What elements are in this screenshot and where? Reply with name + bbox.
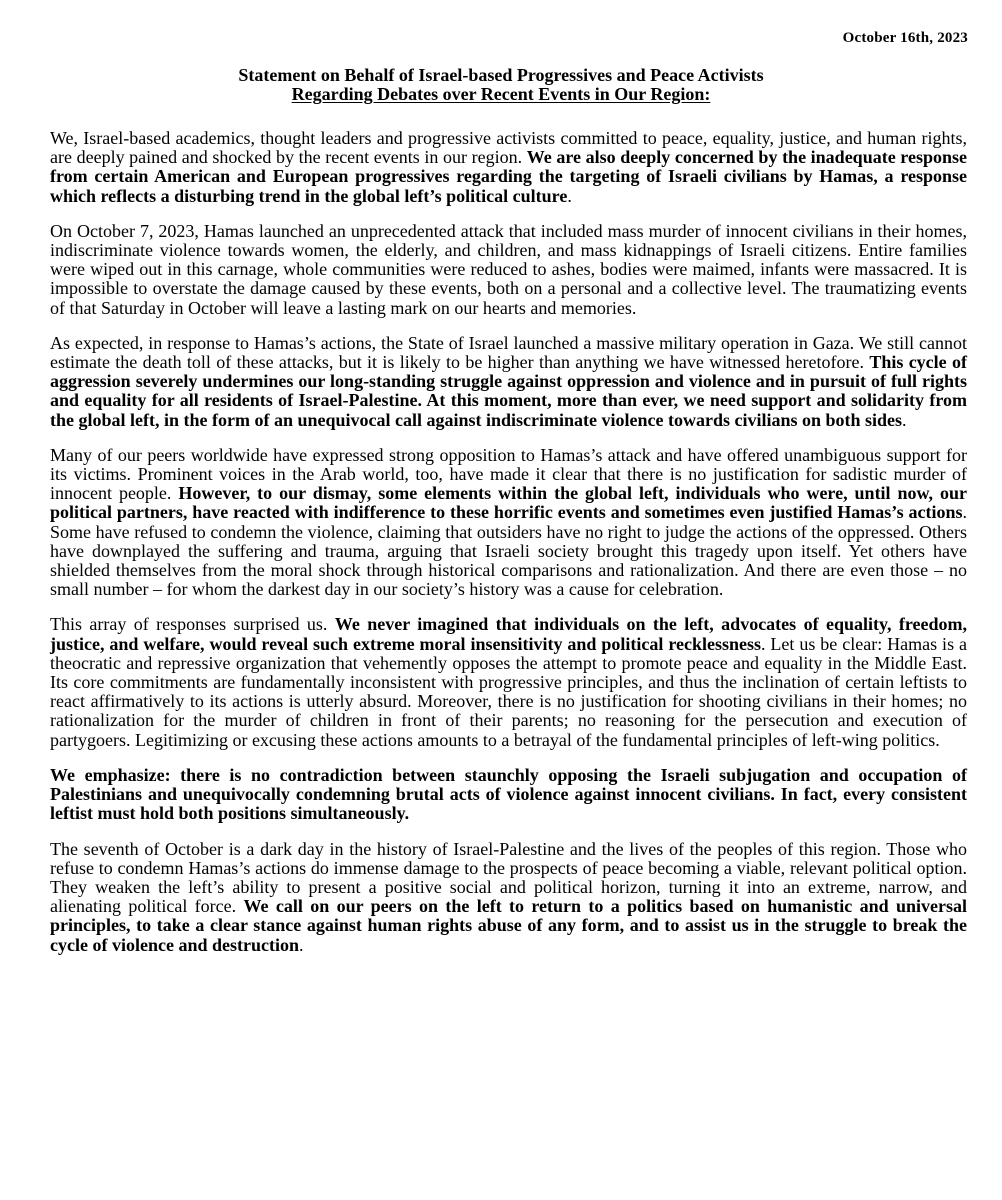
paragraph-4-segment-2: However, to our dismay, some elements within the global left, individuals who were, until now, our political partners, have reacted with indifference to these horrific events and sometimes even justified Hamas’s actions bbox=[50, 483, 967, 523]
paragraph-5-segment-3: . Let us be clear: Hamas is a theocratic and repressive organization that vehemently opposes the attempt to promote peace and equality in the Middle East. Its core commitments are fundamentally inconsistent with progressive principles, and thus the inclination of certain leftists to react affirmatively to its actions is utterly absurd. Moreover, there is no justification for shooting civilians in their homes; no rationalization for the murder of children in front of their parents; no reasoning for the persecution and execution of partygoers. Legitimizing or excusing these actions amounts to a betrayal of the fundamental principles of left-wing politics. bbox=[50, 633, 967, 750]
paragraph-3-segment-1: As expected, in response to Hamas’s actions, the State of Israel launched a massive military operation in Gaza. We still cannot estimate the death toll of these attacks, but it is likely to be higher than anything we have witnessed heretofore. bbox=[50, 332, 967, 373]
title-line-1: Statement on Behalf of Israel-based Progressives and Peace Activists bbox=[238, 65, 764, 85]
paragraph-4-segment-1: Many of our peers worldwide have expressed strong opposition to Hamas’s attack and have offered unambiguous support for its victims. Prominent voices in the Arab world, too, have made it clear that there is no justification for sadistic murder of innocent people. bbox=[50, 444, 967, 504]
paragraph-4 bbox=[50, 446, 967, 600]
paragraph-7-segment-1: The seventh of October is a dark day in the history of Israel-Palestine and the lives of the peoples of this region. Those who refuse to condemn Hamas’s actions do immense damage to the prospects of peace becoming a viable, relevant political option. They weaken the left’s ability to present a positive social and political horizon, turning it into an extreme, narrow, and alienating political force. bbox=[50, 838, 967, 917]
paragraph-1-segment-2: We are also deeply concerned by the inadequate response from certain American and European progressives regarding the targeting of Israeli civilians by Hamas, a response which reflects a disturbing trend in the global left’s political culture bbox=[50, 147, 967, 206]
paragraph-1 bbox=[50, 129, 967, 206]
document-date: October 16th, 2023 bbox=[842, 30, 968, 46]
paragraph-7-segment-2: We call on our peers on the left to return to a politics based on humanistic and universal principles, to take a clear stance against human rights abuse of any form, and to assist us in the struggle to break the cycle of violence and destruction bbox=[50, 896, 968, 955]
paragraph-1-segment-3: . bbox=[567, 185, 572, 206]
paragraph-7-segment-3: . bbox=[298, 934, 304, 955]
paragraph-3-segment-3: . bbox=[902, 409, 907, 430]
paragraph-6-segment-1: We emphasize: there is no contradiction between staunchly opposing the Israeli subjugation and occupation of Palestinians and unequivocally condemning brutal acts of violence against innocent civilians. In fact, every consistent leftist must hold both positions simultaneously. bbox=[50, 764, 967, 824]
paragraph-5-segment-2: We never imagined that individuals on the left, advocates of equality, freedom, justice, and welfare, would reveal such extreme moral insensitivity and political recklessness bbox=[50, 614, 968, 654]
paragraph-5 bbox=[50, 615, 967, 749]
paragraph-3 bbox=[50, 334, 967, 430]
paragraph-6 bbox=[50, 766, 967, 824]
paragraph-1-segment-1: We, Israel-based academics, thought leaders and progressive activists committed to peace, equality, justice, and human rights, are deeply pained and shocked by the recent events in our region. bbox=[50, 128, 967, 168]
paragraph-5-segment-1: This array of responses surprised us. bbox=[50, 614, 335, 635]
paragraph-2-segment-1: On October 7, 2023, Hamas launched an unprecedented attack that included mass murder of innocent civilians in their homes, indiscriminate violence towards women, the elderly, and children, and mass kidnappings of Israeli citizens. Entire families were wiped out in this carnage, whole communities were reduced to ashes, bodies were maimed, infants were massacred. It is impossible to overstate the damage caused by these events, both on a personal and a collective level. The traumatizing events of that Saturday in October will leave a lasting mark on our hearts and memories. bbox=[50, 220, 967, 318]
paragraph-2 bbox=[50, 222, 967, 318]
paragraph-4-segment-3: . Some have refused to condemn the violence, claiming that outsiders have no right to judge the actions of the oppressed. Others have downplayed the suffering and trauma, arguing that Israeli society brought this tragedy upon itself. Yet others have shielded themselves from the moral shock through historical comparisons and rationalization. And there are even those – no small number – for whom the darkest day in our society’s history was a cause for celebration. bbox=[50, 502, 967, 600]
paragraph-3-segment-2: This cycle of aggression severely undermines our long-standing struggle against oppression and violence and in pursuit of full rights and equality for all residents of Israel-Palestine. At this moment, more than ever, we need support and solidarity from the global left, in the form of an unequivocal call against indiscriminate violence towards civilians on both sides bbox=[50, 352, 967, 430]
title-line-2: Regarding Debates over Recent Events in Our Region: bbox=[291, 84, 711, 104]
document-body bbox=[50, 129, 967, 971]
paragraph-7 bbox=[50, 840, 967, 955]
document-title bbox=[0, 66, 1002, 104]
